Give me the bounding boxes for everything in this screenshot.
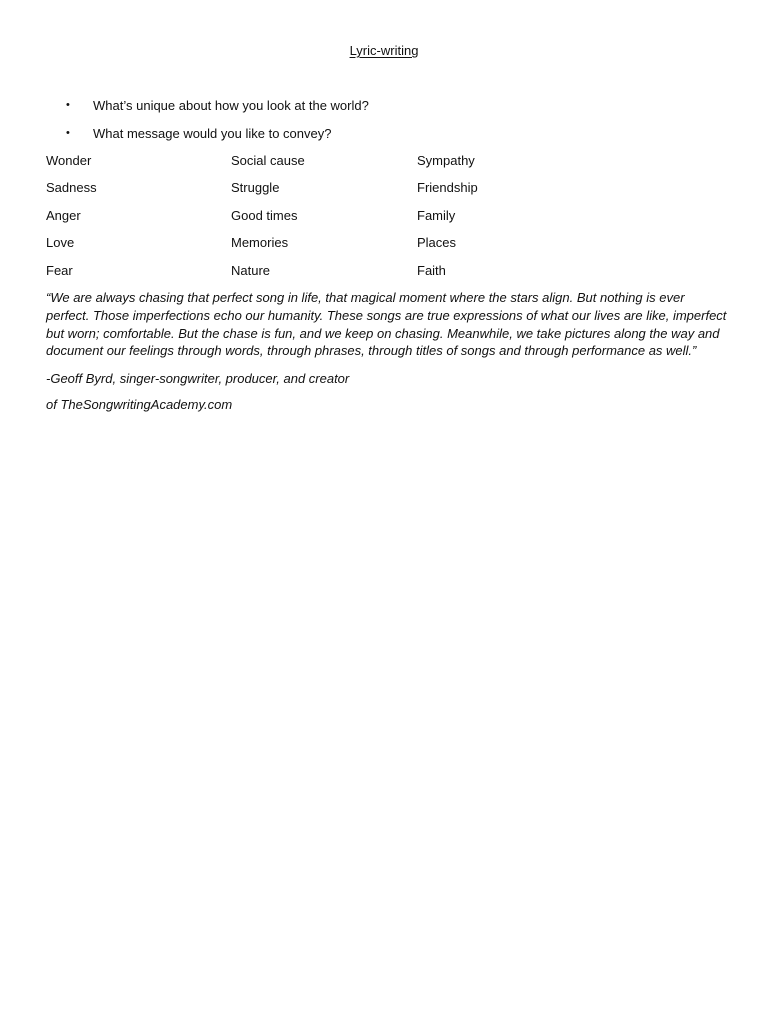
theme-word: Friendship: [417, 180, 478, 196]
theme-word: Places: [417, 235, 457, 251]
quote-attribution-continued: of TheSongwritingAcademy.com: [46, 397, 233, 412]
theme-word: Memories: [231, 235, 289, 251]
theme-word: Sadness: [46, 180, 97, 196]
theme-word: Struggle: [231, 180, 280, 196]
theme-word: Family: [417, 207, 456, 223]
theme-word: Fear: [46, 262, 73, 278]
theme-word: Sympathy: [417, 153, 475, 168]
theme-word-grid: [46, 152, 606, 289]
bullet-icon: •: [66, 99, 70, 111]
document-title: Lyric-writing: [349, 43, 419, 58]
question-text: What’s unique about how you look at the world?: [93, 98, 369, 113]
theme-row: [46, 179, 606, 206]
theme-row: [46, 152, 606, 179]
quote-attribution: -Geoff Byrd, singer-songwriter, producer, and creator: [46, 371, 350, 386]
theme-word: Wonder: [46, 153, 92, 168]
theme-row: [46, 262, 606, 289]
theme-word: Good times: [231, 207, 298, 223]
theme-word: Anger: [46, 207, 81, 223]
theme-row: [46, 207, 606, 234]
question-text: What message would you like to convey?: [93, 125, 332, 141]
theme-word: Faith: [417, 262, 446, 278]
theme-word: Social cause: [231, 153, 305, 168]
bullet-icon: •: [66, 126, 70, 139]
theme-word: Nature: [231, 262, 271, 278]
theme-row: [46, 234, 606, 261]
quote-paragraph: “We are always chasing that perfect song in life, that magical moment where the stars align. But nothing is ever perfect. Those imperfections echo our humanity. These songs are true expressions of what our lives are like, imperfect but worn; comfortable. But the chase is fun, and we keep on chasing. Meanwhile, we take pictures along the way and document our feelings through words, through phrases, through titles of songs and through performance as well.”: [46, 290, 727, 359]
theme-word: Love: [46, 235, 75, 251]
